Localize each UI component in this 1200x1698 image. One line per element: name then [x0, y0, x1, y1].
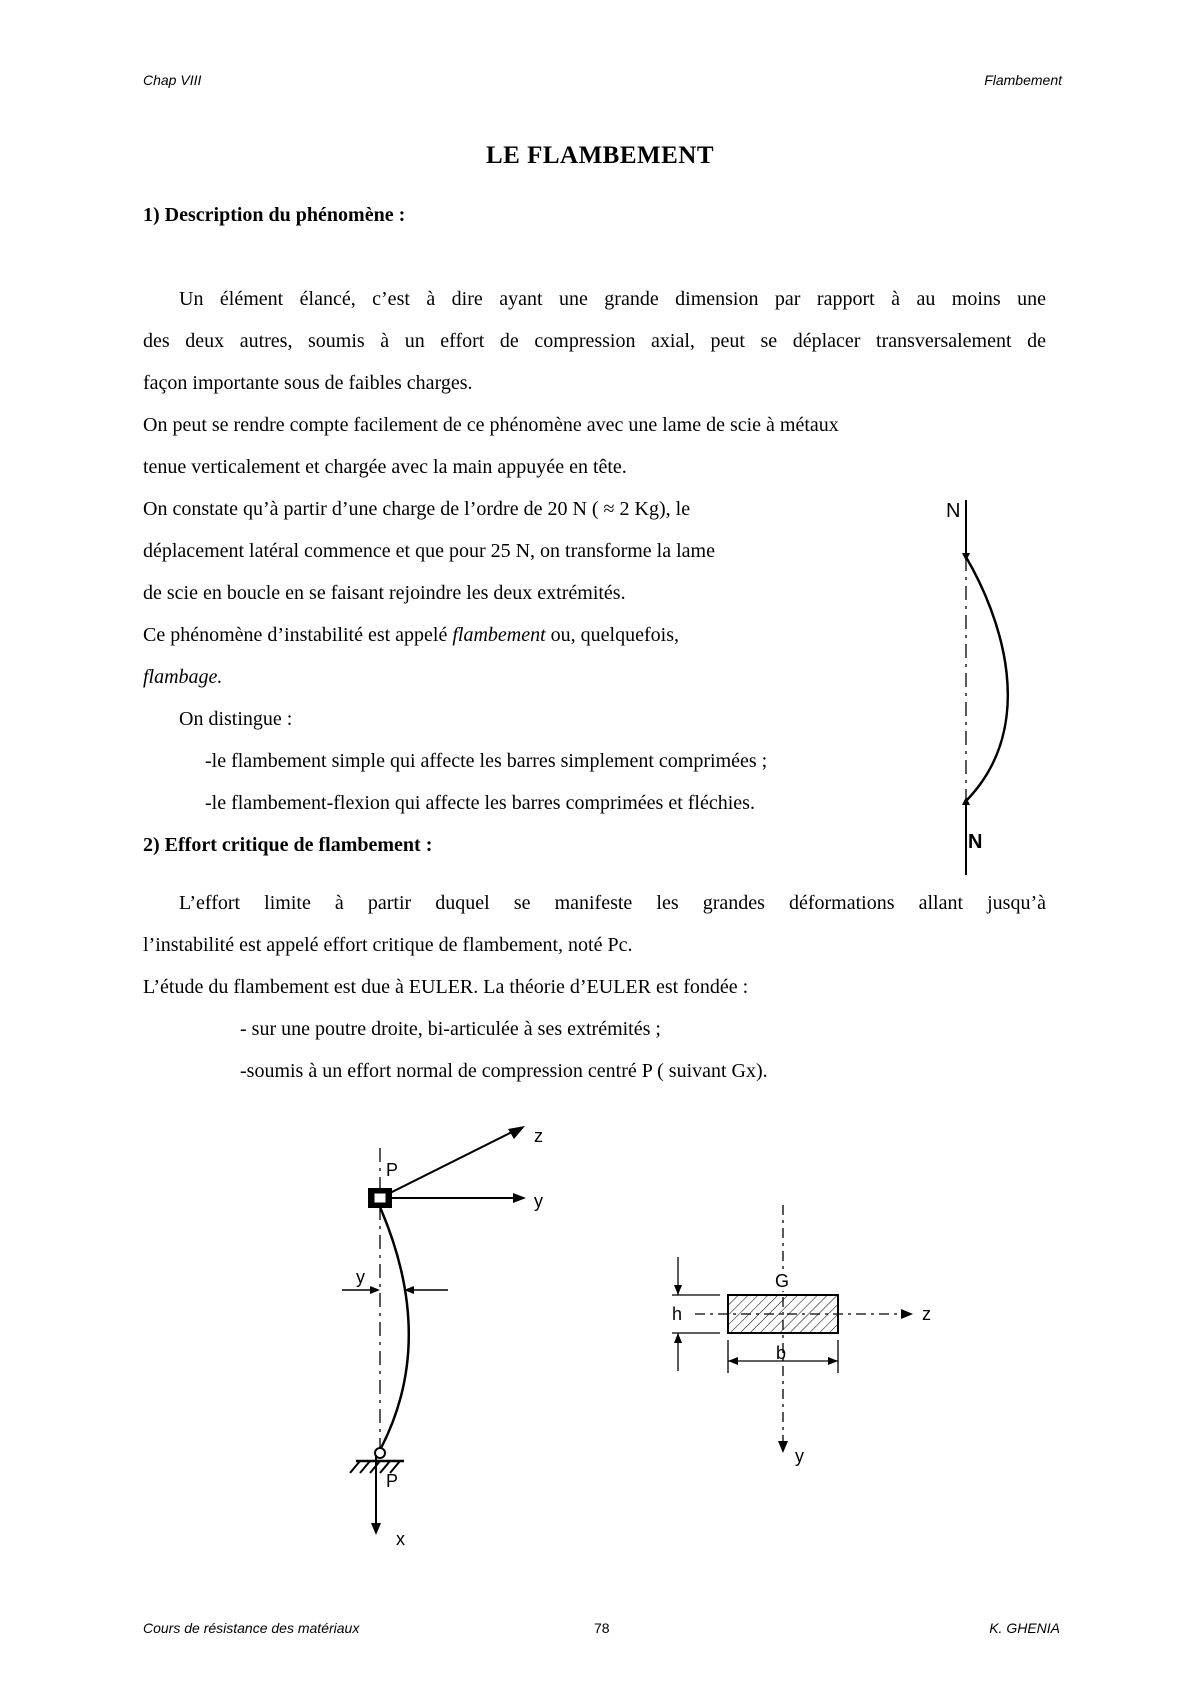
buckled-beam — [380, 1207, 409, 1450]
s1-p4-mid: ou, quelquefois, — [545, 624, 679, 646]
label-P-top: P — [386, 1160, 399, 1180]
footer-course: Cours de résistance des matériaux — [143, 1620, 360, 1636]
label-y-section: y — [795, 1446, 804, 1466]
s2-item1: - sur une poutre droite, bi-articulée à ses extrémités ; — [240, 1018, 661, 1040]
s1-bullet2: -le flambement-flexion qui affecte les barres comprimées et fléchies. — [205, 792, 755, 814]
top-pin-inner — [374, 1193, 386, 1203]
s1-p1-line2: des deux autres, soumis à un effort de compression axial, peut se déplacer transversalement de — [143, 330, 1046, 352]
s1-p5: On distingue : — [179, 708, 293, 730]
s1-p2-line2: tenue verticalement et chargée avec la main appuyée en tête. — [143, 456, 627, 478]
label-y-deflection: y — [356, 1267, 365, 1287]
label-b: b — [776, 1343, 787, 1363]
page-title: LE FLAMBEMENT — [485, 142, 715, 169]
s2-item2: -soumis à un effort normal de compression centré P ( suivant Gx). — [240, 1060, 768, 1082]
z-axis-arrowhead — [508, 1126, 525, 1139]
s2-p1-line2: l’instabilité est appelé effort critique de flambement, noté Pc. — [143, 934, 633, 956]
blade-top-load-label: N — [946, 500, 961, 522]
label-h: h — [672, 1304, 683, 1324]
blade-buckling-figure — [930, 495, 1020, 880]
section1-heading: 1) Description du phénomène : — [143, 204, 406, 226]
cross-section-figure — [650, 1195, 950, 1475]
b-dim-arrow-left — [728, 1357, 738, 1365]
label-P-bottom: P — [386, 1471, 399, 1491]
term-flambage: flambage. — [143, 666, 223, 688]
support-hatch-2 — [360, 1461, 370, 1473]
section-y-arrowhead — [778, 1441, 788, 1453]
label-x: x — [396, 1529, 405, 1549]
section2-heading: 2) Effort critique de flambement : — [143, 834, 433, 856]
label-G: G — [775, 1271, 790, 1291]
buckled-blade — [966, 557, 1008, 801]
z-axis — [380, 1128, 520, 1198]
s1-p4-line1 — [143, 622, 679, 648]
defl-arrowhead-left — [370, 1286, 380, 1294]
s2-p2: L’étude du flambement est due à EULER. La théorie d’EULER est fondée : — [143, 976, 749, 998]
h-dim-arrow-bottom — [674, 1333, 682, 1343]
s1-p1-line3: façon importante sous de faibles charges. — [143, 372, 473, 394]
h-dim-arrow-top — [674, 1285, 682, 1295]
b-dim-arrow-right — [828, 1357, 838, 1365]
blade-bottom-load-label: N — [968, 831, 983, 853]
footer-author: K. GHENIA — [989, 1620, 1060, 1636]
s1-p3-line2: déplacement latéral commence et que pour 25 N, on transforme la lame — [143, 540, 715, 562]
s1-bullet1: -le flambement simple qui affecte les barres simplement comprimées ; — [205, 750, 768, 772]
euler-beam-figure — [320, 1115, 580, 1555]
s1-p3-line3: de scie en boucle en se faisant rejoindre les deux extrémités. — [143, 582, 626, 604]
s1-p4-line2 — [143, 664, 222, 690]
s1-p1-line1: Un élément élancé, c’est à dire ayant une grande dimension par rapport à au moins une — [179, 288, 1046, 310]
section-z-arrowhead — [901, 1309, 913, 1319]
header-topic: Flambement — [984, 72, 1062, 88]
x-axis-arrowhead — [371, 1523, 381, 1535]
s1-p2-line1: On peut se rendre compte facilement de ce phénomène avec une lame de scie à métaux — [143, 414, 839, 436]
s1-p4-pre: Ce phénomène d’instabilité est appelé — [143, 624, 453, 646]
header-chapter: Chap VIII — [143, 72, 202, 88]
label-z: z — [534, 1126, 543, 1146]
support-hatch-1 — [350, 1461, 360, 1473]
label-y-axis: y — [534, 1191, 543, 1211]
s2-p1-line1: L’effort limite à partir duquel se manifeste les grandes déformations allant jusqu’à — [179, 892, 1046, 914]
y-axis-arrowhead — [513, 1193, 526, 1203]
footer-page-number: 78 — [594, 1620, 610, 1636]
s1-p3-line1: On constate qu’à partir d’une charge de l’ordre de 20 N ( ≈ 2 Kg), le — [143, 498, 691, 520]
term-flambement: flambement — [452, 624, 546, 646]
label-z-section: z — [922, 1304, 931, 1324]
